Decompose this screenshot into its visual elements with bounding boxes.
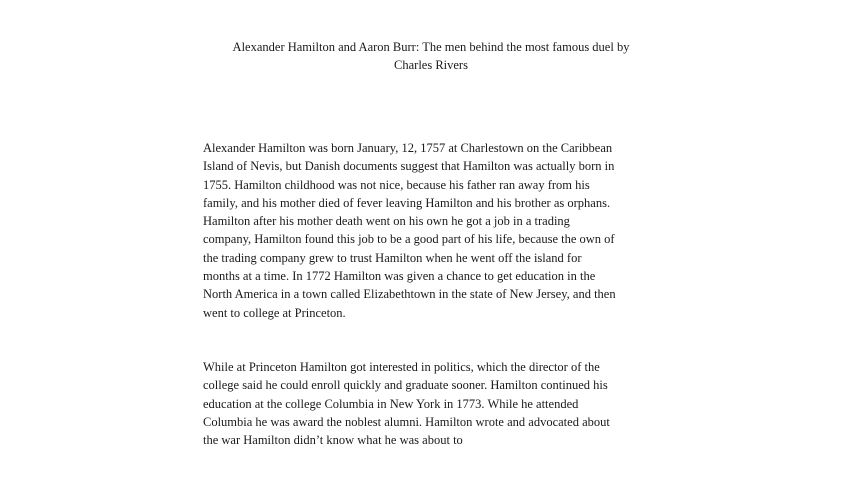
text-line: the trading company grew to trust Hamilton when he went off the island for <box>203 250 582 265</box>
text-line: the war Hamilton didn’t know what he was about to <box>203 433 463 448</box>
text-line: Alexander Hamilton was born January, 12, 1757 at Charlestown on the Caribbean <box>203 141 613 155</box>
text-line: college said he could enroll quickly and graduate sooner. Hamilton continued his <box>203 378 608 393</box>
text-line: months at a time. In 1772 Hamilton was given a chance to get education in the <box>203 269 596 284</box>
text-line: 1755. Hamilton childhood was not nice, because his father ran away from his <box>203 177 590 192</box>
title-line: Alexander Hamilton and Aaron Burr: The men behind the most famous duel by <box>232 40 630 54</box>
text-line: Hamilton after his mother death went on his own he got a job in a trading <box>203 214 570 229</box>
text-line: North America in a town called Elizabethtown in the state of New Jersey, and then <box>203 287 616 302</box>
document-title <box>200 38 662 74</box>
paragraph-2 <box>203 358 673 449</box>
text-line: Island of Nevis, but Danish documents suggest that Hamilton was actually born in <box>203 159 615 174</box>
text-line: went to college at Princeton. <box>203 305 346 320</box>
paragraph-1 <box>203 139 673 322</box>
title-line: Charles Rivers <box>394 58 468 72</box>
text-line: company, Hamilton found this job to be a good part of his life, because the own of <box>203 232 615 247</box>
text-line: Columbia he was award the noblest alumni. Hamilton wrote and advocated about <box>203 414 610 429</box>
text-line: education at the college Columbia in New York in 1773. While he attended <box>203 396 579 411</box>
text-line: family, and his mother died of fever leaving Hamilton and his brother as orphans. <box>203 195 611 210</box>
text-line: While at Princeton Hamilton got interested in politics, which the director of the <box>203 360 600 374</box>
